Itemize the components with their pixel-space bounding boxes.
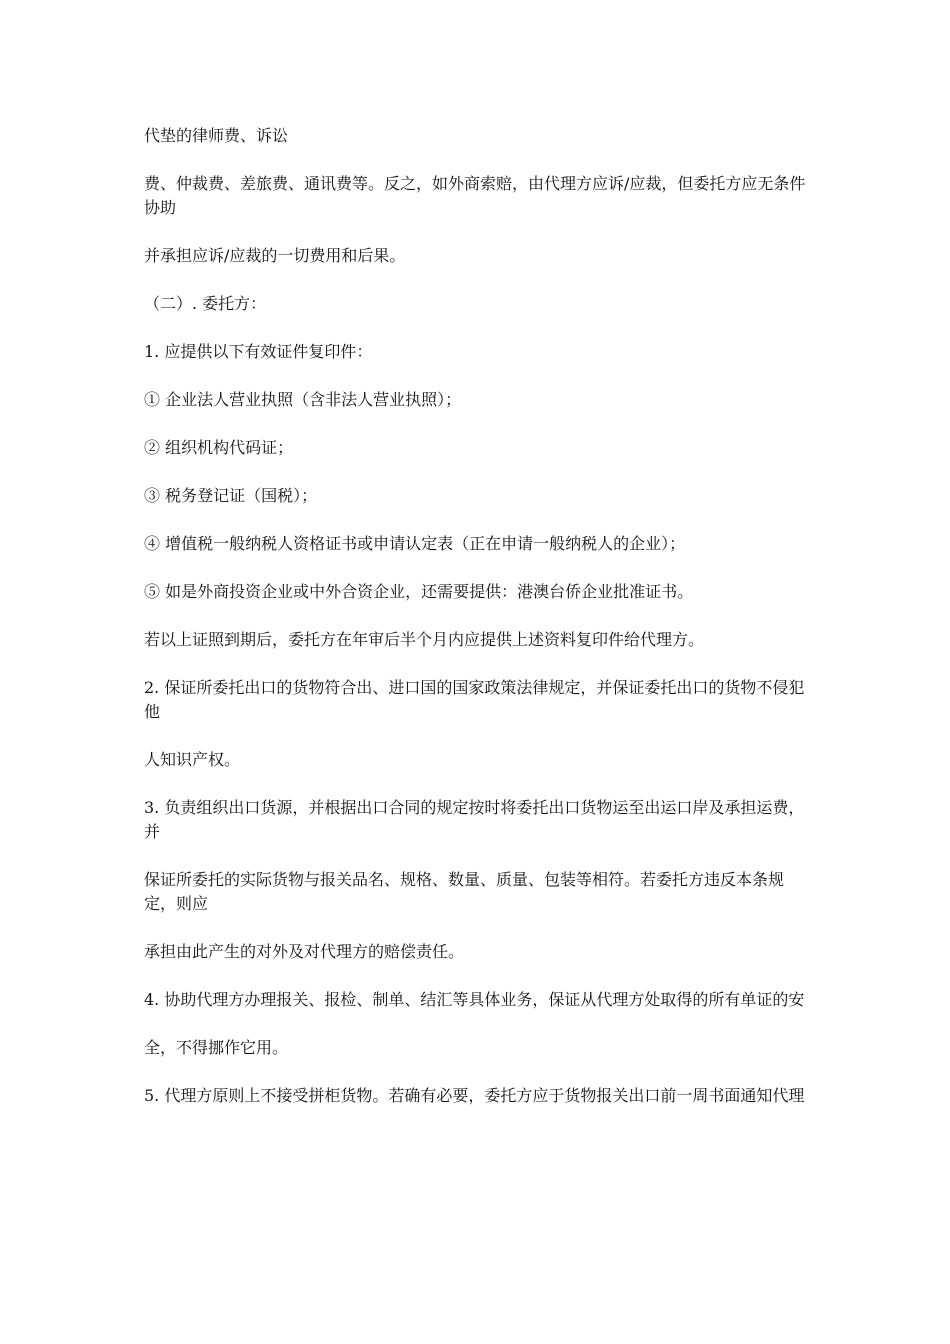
list-item-foreign-investment: ⑤ 如是外商投资企业或中外合资企业，还需要提供：港澳台侨企业批准证书。 bbox=[144, 582, 694, 601]
document-body bbox=[144, 124, 809, 1132]
clause-1: 1. 应提供以下有效证件复印件： bbox=[144, 342, 373, 361]
paragraph-1: 代垫的律师费、诉讼 bbox=[144, 126, 289, 145]
clause-4: 4. 协助代理方办理报关、报检、制单、结汇等具体业务，保证从代理方处取得的所有单证的安 bbox=[144, 990, 805, 1009]
clause-2: 2. 保证所委托出口的货物符合出、进口国的国家政策法律规定，并保证委托出口的货物不侵犯他 bbox=[144, 678, 805, 721]
list-item-business-license: ① 企业法人营业执照（含非法人营业执照）； bbox=[144, 390, 462, 409]
clause-3-end: 承担由此产生的对外及对代理方的赔偿责任。 bbox=[144, 942, 465, 961]
clause-3-continued: 保证所委托的实际货物与报关品名、规格、数量、质量、包装等相符。若委托方违反本条规定，则应 bbox=[144, 870, 785, 913]
section-heading-principal: （二）. 委托方： bbox=[144, 294, 267, 313]
paragraph-2: 费、仲裁费、差旅费、通讯费等。反之，如外商索赔，由代理方应诉/应裁，但委托方应无条件协助 bbox=[144, 174, 806, 217]
clause-2-continued: 人知识产权。 bbox=[144, 750, 241, 769]
paragraph-expiry-note: 若以上证照到期后，委托方在年审后半个月内应提供上述资料复印件给代理方。 bbox=[144, 630, 705, 649]
list-item-tax-registration: ③ 税务登记证（国税）； bbox=[144, 486, 318, 505]
list-item-vat-taxpayer: ④ 增值税一般纳税人资格证书或申请认定表（正在申请一般纳税人的企业）； bbox=[144, 534, 686, 553]
paragraph-3: 并承担应诉/应裁的一切费用和后果。 bbox=[144, 246, 406, 265]
list-item-organization-code: ② 组织机构代码证； bbox=[144, 438, 294, 457]
clause-5: 5. 代理方原则上不接受拼柜货物。若确有必要，委托方应于货物报关出口前一周书面通知代理 bbox=[144, 1086, 805, 1105]
clause-4-continued: 全，不得挪作它用。 bbox=[144, 1038, 289, 1057]
clause-3: 3. 负责组织出口货源，并根据出口合同的规定按时将委托出口货物运至出运口岸及承担运费，并 bbox=[144, 798, 805, 841]
